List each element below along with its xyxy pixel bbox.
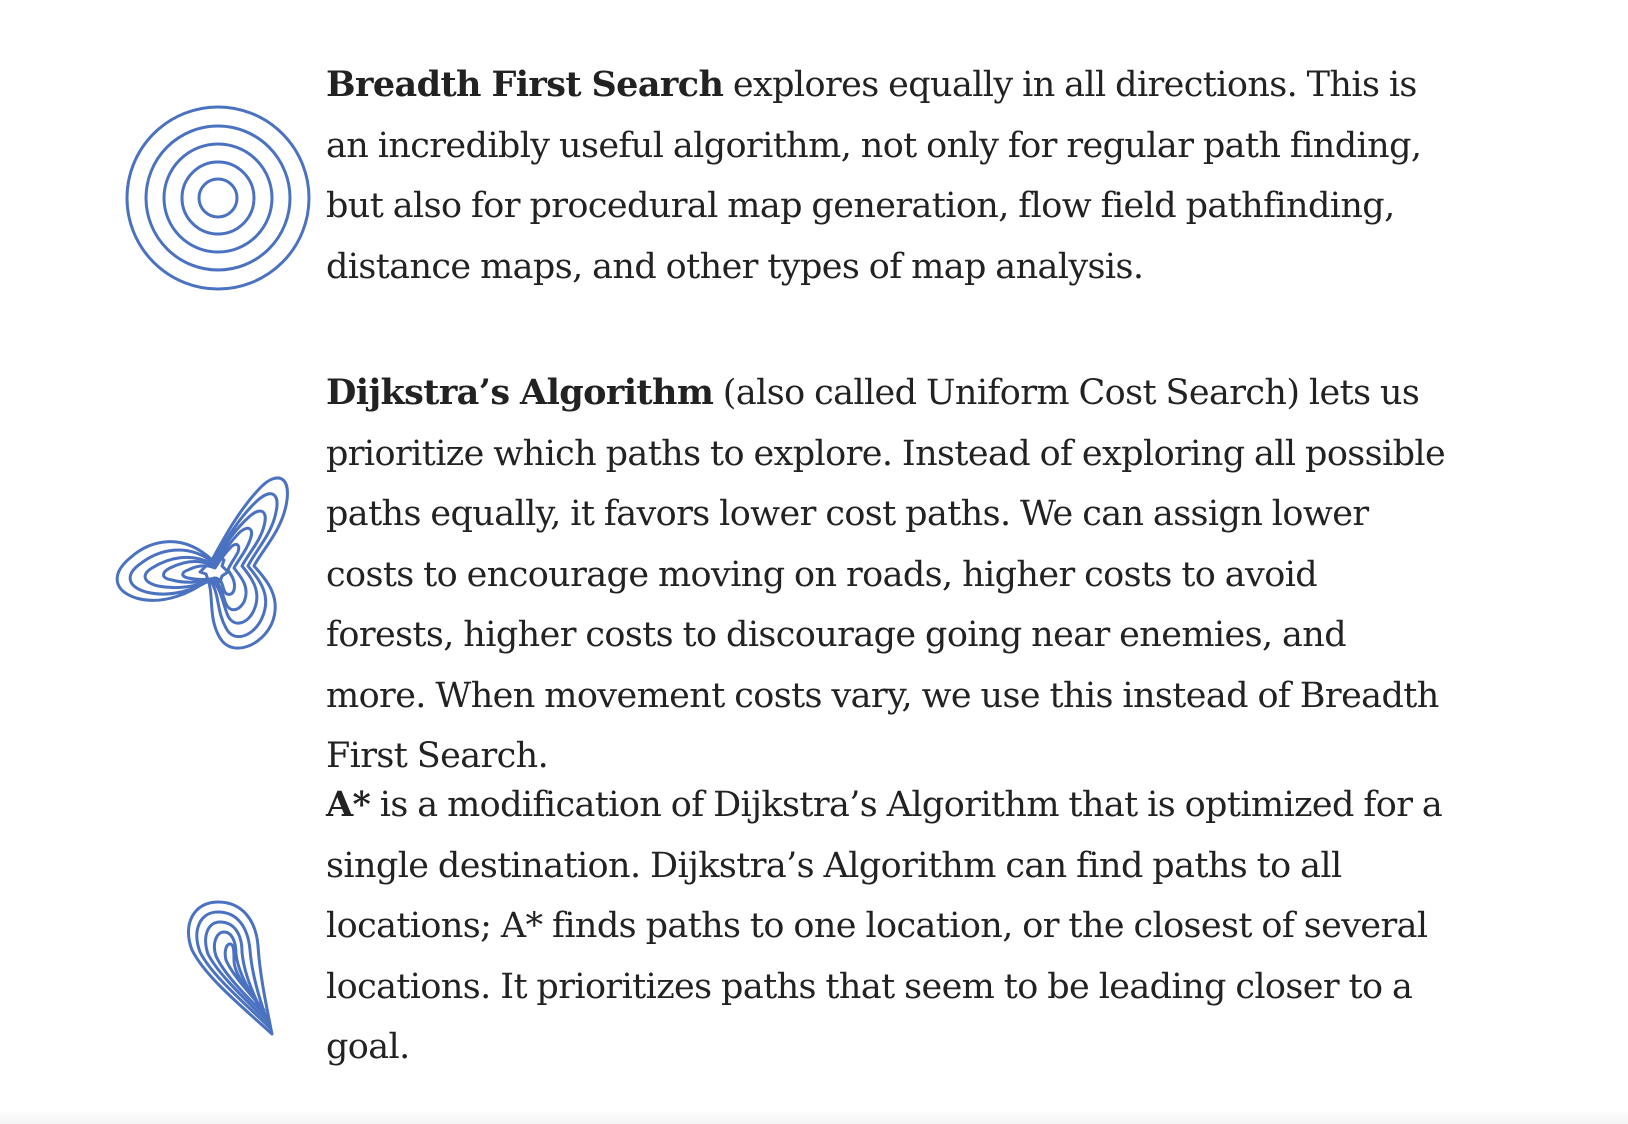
teardrop-contours-icon	[186, 900, 276, 1036]
paragraph-a-star	[326, 775, 1446, 1078]
bottom-edge-shadow	[0, 1110, 1628, 1124]
term-breadth-first-search: Breadth First Search	[326, 64, 724, 105]
description-breadth-first-search: explores equally in all directions. This is an incredibly useful algorithm, not only for regular path finding, but also for procedural map generation, flow field pathfinding, distance maps, and other types of map analysis.	[326, 65, 1422, 287]
breadth-first-search-icon-wrap	[124, 104, 312, 292]
description-a-star: is a modification of Dijkstra’s Algorithm that is optimized for a single destination. Dijkstra’s Algorithm can find paths to all locations; A* finds paths to one location, or the closest of several locations. It prioritizes paths that seem to be leading closer to a goal.	[326, 785, 1443, 1067]
dijkstra-icon-wrap	[112, 468, 292, 658]
irregular-contours-icon	[112, 468, 292, 658]
term-a-star: A*	[326, 784, 371, 825]
description-dijkstra: (also called Uniform Cost Search) lets us prioritize which paths to explore. Instead of exploring all possible paths equally, it favors lower cost paths. We can assign lower costs to encourage moving on roads, higher costs to avoid forests, higher costs to discourage going near enemies, and more. When movement costs vary, we use this instead of Breadth First Search.	[326, 373, 1446, 776]
paragraph-breadth-first-search	[326, 55, 1446, 297]
paragraph-dijkstra	[326, 363, 1446, 787]
a-star-icon-wrap	[186, 900, 276, 1036]
concentric-circles-icon	[124, 104, 312, 292]
term-dijkstra: Dijkstra’s Algorithm	[326, 372, 714, 413]
